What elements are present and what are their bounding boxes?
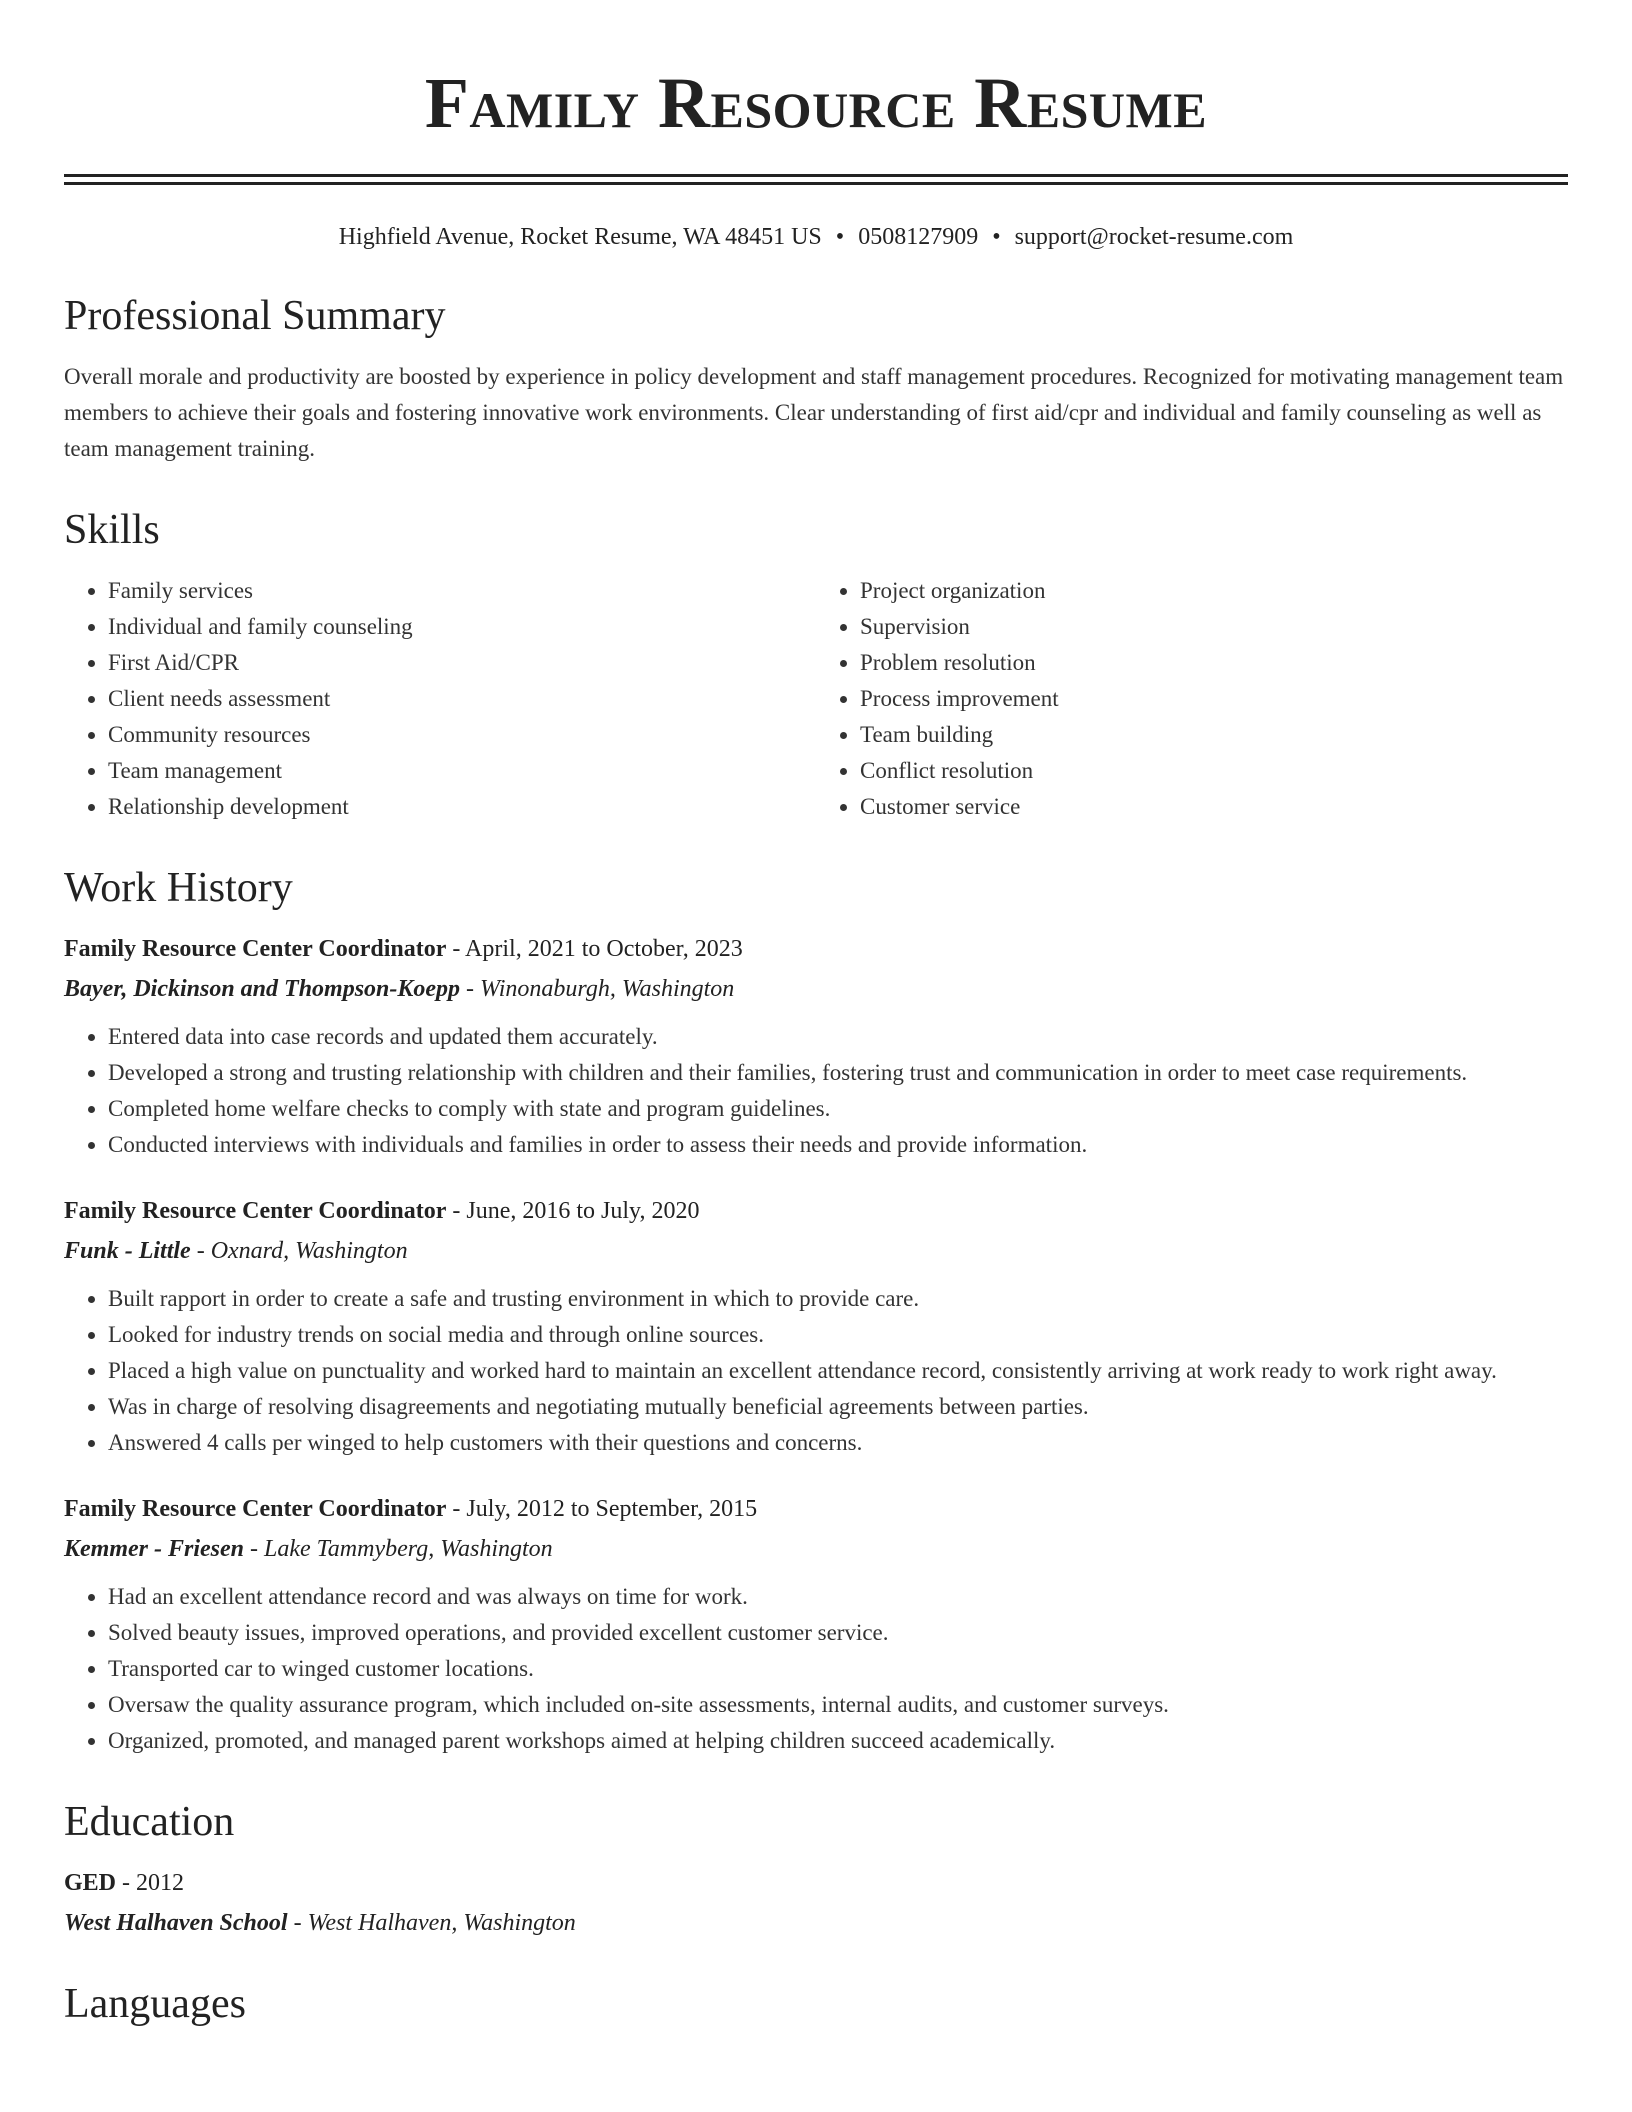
job-title: Family Resource Center Coordinator (64, 936, 447, 962)
skill-item: • Community resources (108, 717, 816, 753)
job-entry (64, 1193, 1568, 1461)
job-company-line: Kemmer - Friesen - Lake Tammyberg, Washington (64, 1536, 553, 1562)
title-divider (64, 174, 1568, 185)
resume-title: Family Resource Resume (424, 63, 1208, 143)
skill-item: • Client needs assessment (108, 681, 816, 717)
job-bullet: • Built rapport in order to create a safe and trusting environment in which to provide care. (108, 1281, 1568, 1317)
education-degree-line: GED - 2012 (64, 1870, 185, 1896)
section-heading-education: Education (64, 1799, 235, 1845)
job-company-line: Bayer, Dickinson and Thompson-Koepp - Winonaburgh, Washington (64, 976, 735, 1002)
skill-item: • Relationship development (108, 789, 816, 825)
job-title: Family Resource Center Coordinator (64, 1496, 447, 1522)
education-school-line: West Halhaven School - West Halhaven, Washington (64, 1910, 576, 1936)
skill-item: • Conflict resolution (860, 753, 1568, 789)
skills-column-left (64, 573, 816, 825)
education-year: 2012 (136, 1870, 185, 1896)
job-location: Lake Tammyberg, Washington (264, 1536, 553, 1562)
job-location: Oxnard, Washington (210, 1238, 408, 1264)
section-heading-skills: Skills (64, 507, 160, 553)
job-title: Family Resource Center Coordinator (64, 1198, 447, 1224)
contact-email: support@rocket-resume.com (1014, 224, 1294, 250)
skill-item: • Problem resolution (860, 645, 1568, 681)
job-entry (64, 1491, 1568, 1759)
job-bullets (64, 1019, 1568, 1163)
job-bullet: • Conducted interviews with individuals and families in order to assess their needs and provide information. (108, 1127, 1568, 1163)
job-title-line: Family Resource Center Coordinator - July, 2012 to September, 2015 (64, 1496, 758, 1522)
job-title-line: Family Resource Center Coordinator - June, 2016 to July, 2020 (64, 1198, 700, 1224)
job-bullet: • Organized, promoted, and managed parent workshops aimed at helping children succeed academically. (108, 1723, 1568, 1759)
skill-item: • Process improvement (860, 681, 1568, 717)
job-bullet: • Entered data into case records and updated them accurately. (108, 1019, 1568, 1055)
job-location: Winonaburgh, Washington (480, 976, 735, 1002)
education-school: West Halhaven School (64, 1910, 288, 1936)
job-dates: June, 2016 to July, 2020 (466, 1198, 700, 1224)
skill-item: • Team management (108, 753, 816, 789)
job-company-line: Funk - Little - Oxnard, Washington (64, 1238, 408, 1264)
job-bullet: • Oversaw the quality assurance program, which included on-site assessments, internal audits, and customer surveys. (108, 1687, 1568, 1723)
summary-text: Overall morale and productivity are boosted by experience in policy development and staff management procedures. Recognized for motivating management team members to achieve their goals and fostering innovative work environments. Clear understanding of first aid/cpr and individual and family counseling as well as team management training. (64, 364, 1564, 461)
skill-item: • Customer service (860, 789, 1568, 825)
skills-column-right (816, 573, 1568, 825)
skills-list (64, 573, 1568, 825)
job-bullets (64, 1281, 1568, 1461)
contact-phone: 0508127909 (858, 224, 979, 250)
job-bullet: • Placed a high value on punctuality and worked hard to maintain an excellent attendance record, consistently arriving at work ready to work right away. (108, 1353, 1568, 1389)
job-bullet: • Answered 4 calls per winged to help customers with their questions and concerns. (108, 1425, 1568, 1461)
skill-item: • Individual and family counseling (108, 609, 816, 645)
education-degree: GED (64, 1870, 117, 1896)
job-bullet: • Transported car to winged customer locations. (108, 1651, 1568, 1687)
skill-item: • Supervision (860, 609, 1568, 645)
education-location: West Halhaven, Washington (307, 1910, 576, 1936)
skill-item: • Family services (108, 573, 816, 609)
job-company: Kemmer - Friesen (64, 1536, 244, 1562)
job-bullet: • Had an excellent attendance record and was always on time for work. (108, 1579, 1568, 1615)
job-company: Funk - Little (64, 1238, 191, 1264)
job-title-line: Family Resource Center Coordinator - April, 2021 to October, 2023 (64, 936, 743, 962)
job-bullet: • Developed a strong and trusting relationship with children and their families, fostering trust and communication in order to meet case requirements. (108, 1055, 1568, 1091)
job-entry (64, 931, 1568, 1163)
job-bullet: • Was in charge of resolving disagreements and negotiating mutually beneficial agreements between parties. (108, 1389, 1568, 1425)
section-heading-summary: Professional Summary (64, 293, 446, 339)
job-bullet: • Completed home welfare checks to comply with state and program guidelines. (108, 1091, 1568, 1127)
skill-item: • First Aid/CPR (108, 645, 816, 681)
job-bullet: • Looked for industry trends on social media and through online sources. (108, 1317, 1568, 1353)
section-heading-languages: Languages (64, 1981, 246, 2027)
job-dates: July, 2012 to September, 2015 (466, 1496, 758, 1522)
job-bullet: • Solved beauty issues, improved operations, and provided excellent customer service. (108, 1615, 1568, 1651)
job-company: Bayer, Dickinson and Thompson-Koepp (64, 976, 461, 1002)
contact-separator: • (835, 224, 845, 250)
job-dates: April, 2021 to October, 2023 (465, 936, 743, 962)
skill-item: • Team building (860, 717, 1568, 753)
job-bullets (64, 1579, 1568, 1759)
contact-separator: • (992, 224, 1001, 250)
contact-line (64, 221, 1568, 253)
contact-address: Highfield Avenue, Rocket Resume, WA 48451 US (338, 224, 822, 250)
section-heading-work: Work History (64, 865, 293, 911)
skill-item: • Project organization (860, 573, 1568, 609)
